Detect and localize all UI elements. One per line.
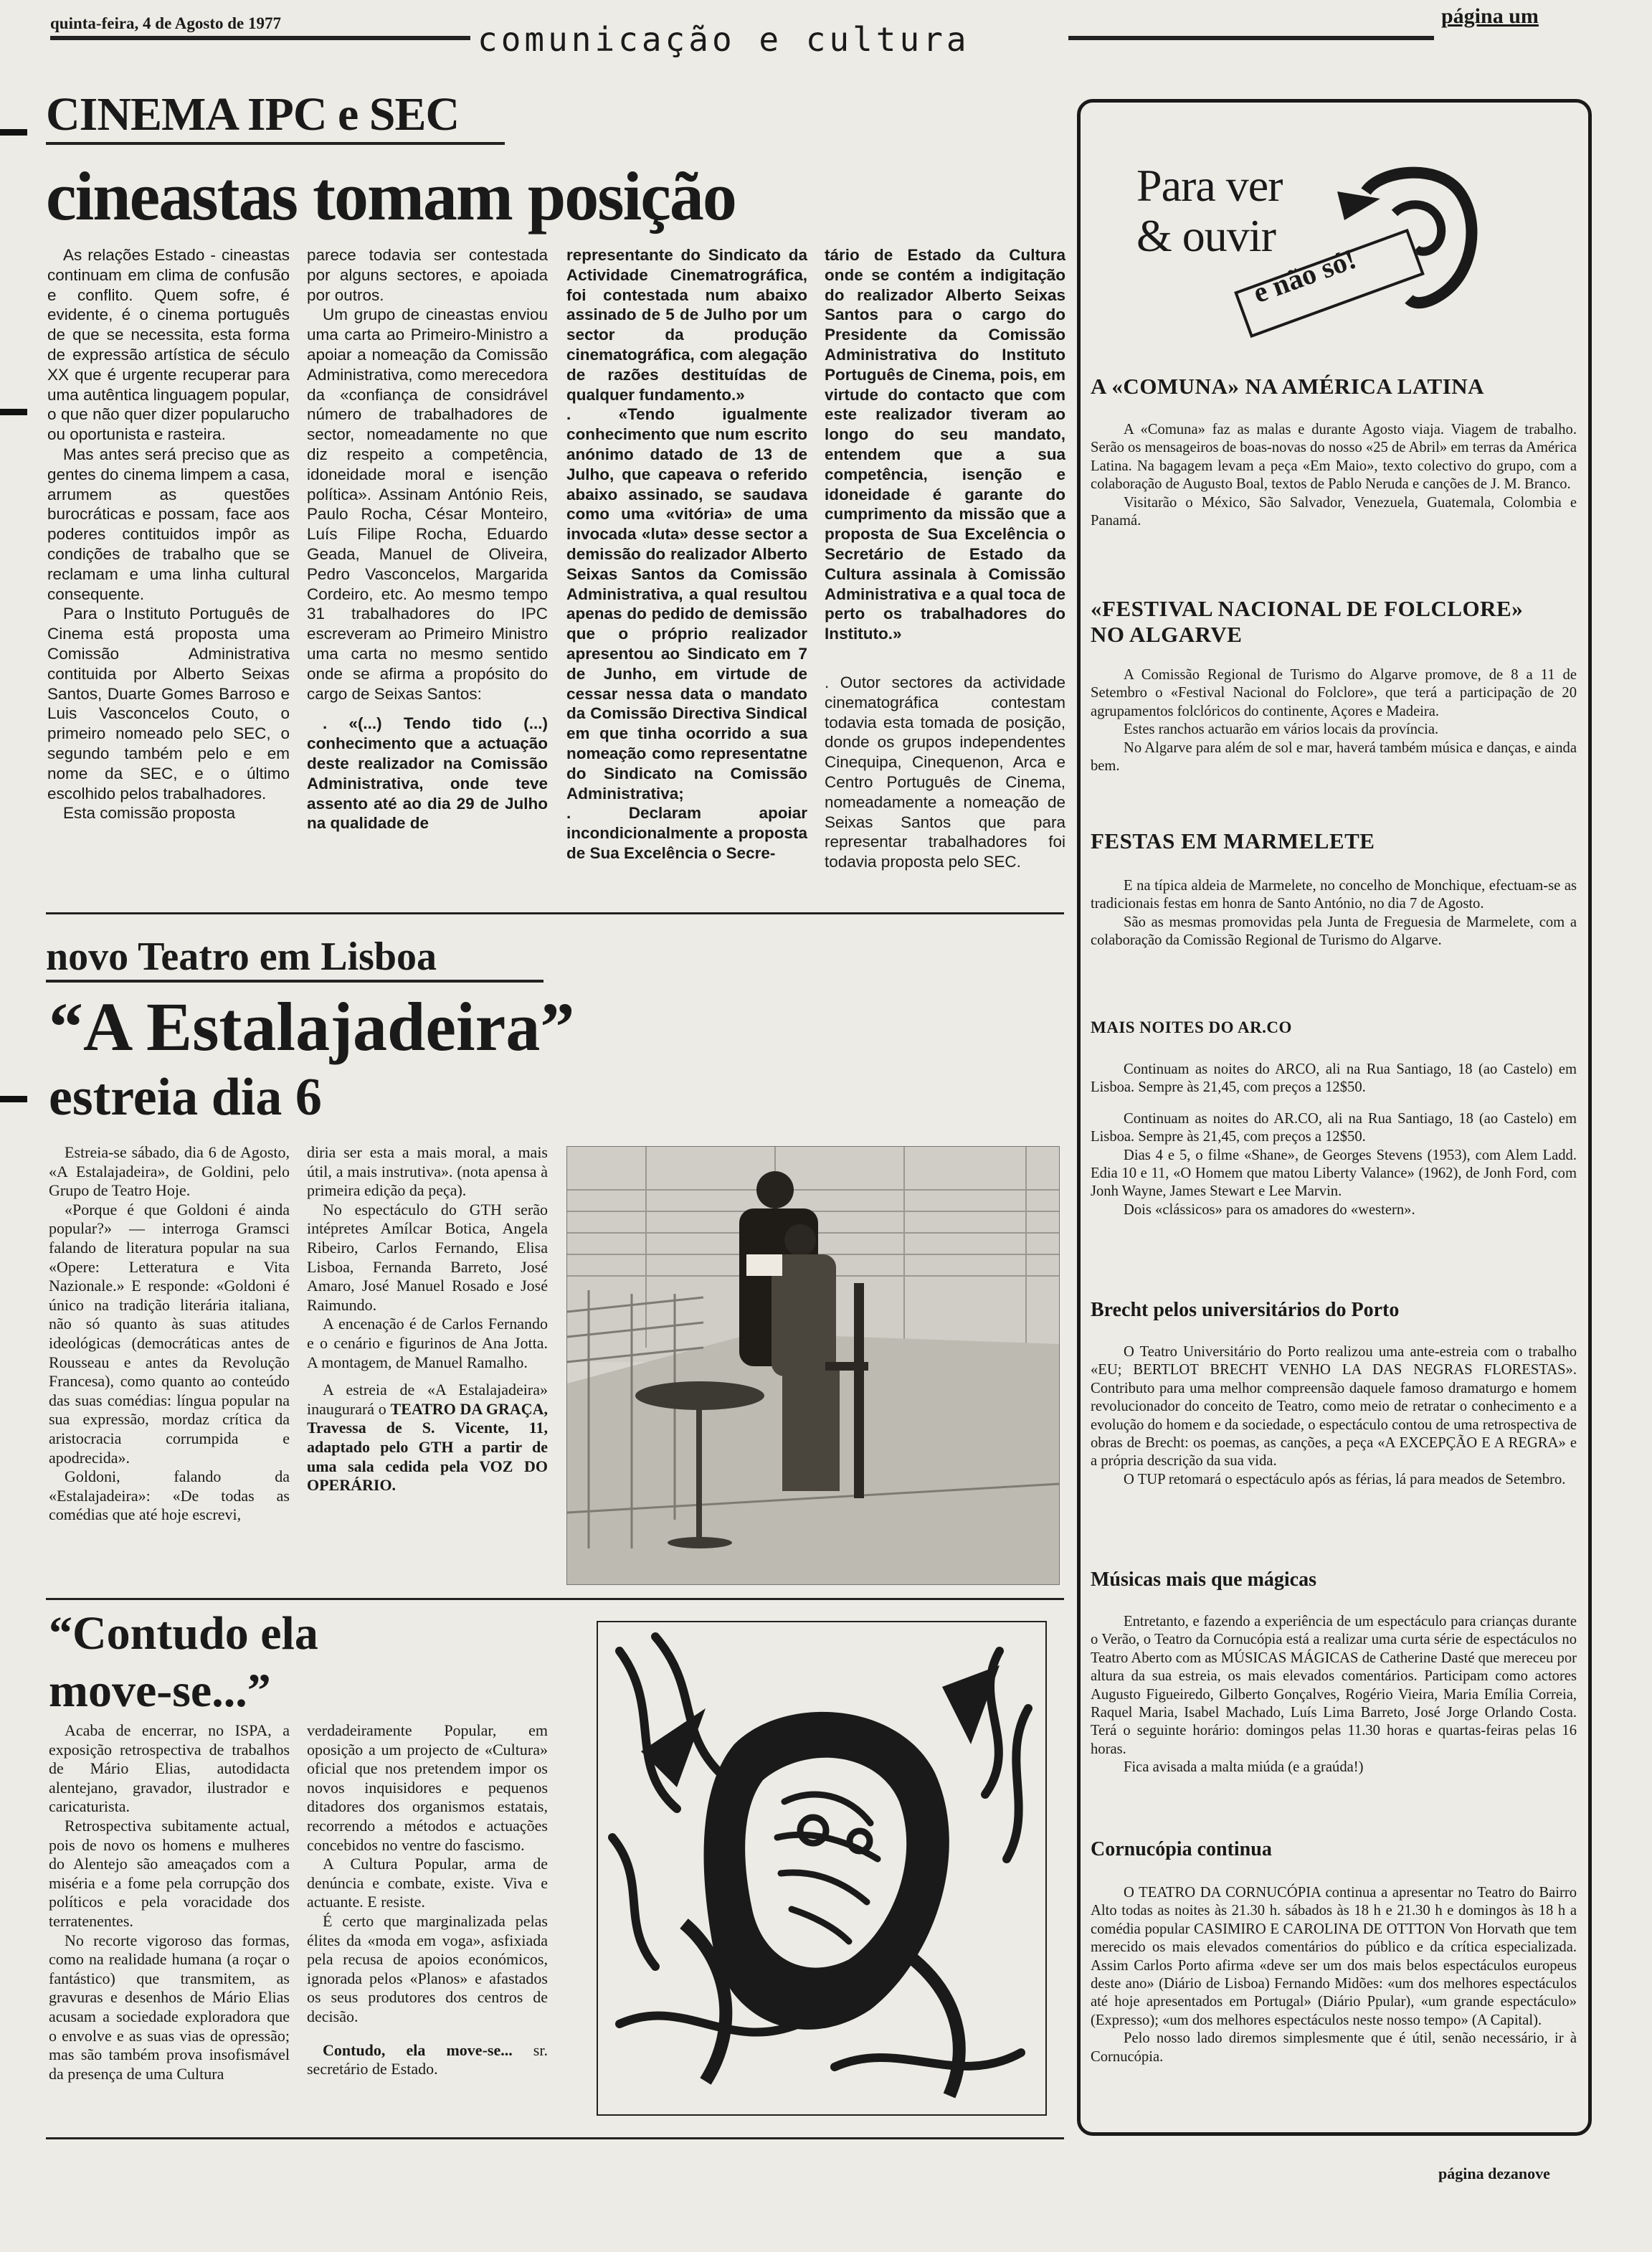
article3-signoff-bold: Contudo, ela move-se...	[323, 2040, 513, 2059]
bottom-rule	[46, 2137, 1064, 2139]
section-paragraph: A Comissão Regional de Turismo do Algarve promove, de 8 a 11 de Setembro o «Festival Nacional do Folclore», que terá a participação de 20 agrupamentos folclóricos do continente, Açores e Madeira.	[1091, 667, 1577, 719]
article1-kicker: CINEMA IPC e SEC	[46, 88, 460, 141]
article3-signoff-rest: sr. secretário de Estado.	[307, 2040, 548, 2078]
section-text	[1091, 421, 1577, 530]
section-paragraph: O TEATRO DA CORNUCÓPIA continua a apresentar no Teatro do Bairro Alto todas as noites às 21.30 h. sábados às 18 h e 21.30 h e domingos às 18 h a comédia popular CASIMIRO E CAROLINA DE OTTTON Von Horvath que tem merecido os mais elevados comentários do público e da crítica especializada. Assim Carlos Porto afirma «deve ser um dos mais belos espectáculos europeus deste ano» (Diário de Lisboa) Fernando Midões: «um dos melhores espectáculos até hoje apresentados em Portugal» (Diário Ppular), «um grande espectáculo» (Expresso); «um dos melhores espectáculos neste nosso tempo» (A Capital).	[1091, 1885, 1577, 2028]
article2-paragraph: No espectáculo do GTH serão intépretes Amílcar Botica, Angela Ribeiro, Carlos Fernando, Elisa Lisboa, Fernanda Barreto, José Amaro, José Manuel Rosado e José Raimundo.	[307, 1200, 548, 1314]
woodcut-illustration	[597, 1621, 1047, 2116]
article3-paragraph: verdadeiramente Popular, em oposição a um projecto de «Cultura» oficial que nos pretendem impor os novos inquisidores e pequenos ditadores dos organismos estatais, recorrendo a métodos e actuações concebidos no ventre do fascismo.	[307, 1721, 548, 1854]
section-text	[1091, 1061, 1577, 1219]
section-paragraph: Visitarão o México, São Salvador, Venezuela, Guatemala, Colombia e Panamá.	[1091, 494, 1577, 529]
margin-mark	[0, 409, 27, 415]
article1-paragraph: parece todavia ser contestada por alguns sectores, e apoiada por outros.	[307, 246, 548, 304]
article2-theatre-name: TEATRO DA GRAÇA, Travessa de S. Vicente, 11, adaptado pelo GTH a partir de uma sala cedida pela VOZ DO OPERÁRIO.	[307, 1399, 548, 1495]
article1-paragraph: Esta comissão proposta	[63, 804, 236, 823]
article2-paragraph: Goldoni, falando da «Estalajadeira»: «De todas as comédias que até hoje escrevi,	[49, 1467, 290, 1524]
article3-headline: “Contudo ela move-se...”	[49, 1607, 318, 1717]
cultural-agenda-box	[1077, 99, 1592, 2136]
article1-quote: tário de Estado da Cultura onde se contém a indigitação do realizador Alberto Seixas Santos para o cargo do Presidente da Comissão Administrativa do Instituto Português de Cinema, pois, em virtude do contacto que com este realizador tiveram ao longo do seu mandato, entendem que a sua competência, isenção e idoneidade é garante do cumprimento da missão que a proposta de Sua Excelência o Secretário de Estado da Cultura assinala à Comissão Administrativa e a qual toca de perto os trabalhadores do Instituto.»	[825, 246, 1065, 643]
article1-paragraph: . Outor sectores da actividade cinematográfica contestam todavia esta tomada de posição, donde os grupos independentes Cinequipa, Cinequenon, Arca e Centro Português de Cinema, nomeadamente a nomeação de Seixas Santos que para representar trabalhadores foi todavia proposta pelo SEC.	[825, 673, 1065, 871]
section-paragraph: Estes ranchos actuarão em vários locais da província.	[1124, 722, 1439, 738]
section-heading: FESTAS EM MARMELETE	[1091, 828, 1375, 853]
section-paragraph: Continuam as noites do ARCO, ali na Rua Santiago, 18 (ao Castelo) em Lisboa. Sempre às 21,45, com preços a 12$50.	[1091, 1061, 1577, 1096]
section-paragraph: No Algarve para além de sol e mar, haverá também música e danças, e ainda bem.	[1091, 739, 1577, 775]
section-text	[1091, 877, 1577, 950]
margin-mark	[0, 1096, 27, 1102]
section-heading: Músicas mais que mágicas	[1091, 1569, 1316, 1591]
section-heading: Cornucópia continua	[1091, 1838, 1272, 1860]
section-paragraph: A «Comuna» faz as malas e durante Agosto viaja. Viagem de trabalho. Serão os mensageiros de boas-novas do nosso «25 de Abril» em terras da América Latina. Na bagagem levam a peça «Em Maio», texto colectivo do grupo, com a colaboração de Augusto Boal, textos de Pablo Neruda e canções de J. M. Branco.	[1091, 422, 1577, 493]
issue-date: quinta-feira, 4 de Agosto de 1977	[50, 14, 281, 32]
section-text	[1091, 1343, 1577, 1489]
section-paragraph: E na típica aldeia de Marmelete, no concelho de Monchique, efectuam-se as tradicionais festas em honra de Santo António, no dia 7 de Agosto.	[1091, 878, 1577, 912]
section-paragraph: O TUP retomará o espectáculo após as férias, lá para meados de Setembro.	[1124, 1471, 1566, 1487]
section-text	[1091, 1613, 1577, 1777]
section-paragraph: Pelo nosso lado diremos simplesmente que é útil, senão necessário, ir à Cornucópia.	[1091, 2030, 1577, 2065]
section-text	[1091, 1884, 1577, 2066]
article2-paragraph: Estreia-se sábado, dia 6 de Agosto, «A Estalajadeira», de Goldini, pelo Grupo de Teatro Hoje.	[49, 1143, 290, 1200]
article-separator	[46, 1598, 1064, 1600]
box-title-line1: Para ver	[1136, 160, 1283, 211]
article1-paragraph: As relações Estado - cineastas continuam em clima de confusão e conflito. Quem sofre, é evidente, é o cinema português de que se necessita, esta forma de expressão artística de século XX que é urgente recuperar para uma autêntica linguagem popular, o que não quer dizer popularucho ou oportunista e rasteira.	[47, 246, 290, 444]
box-title-flag-text: e não só!	[1248, 242, 1361, 310]
article1-column-4	[825, 245, 1065, 872]
article3-paragraph: No recorte vigoroso das formas, como na realidade humana (a roçar o fantástico) que transmitem, as gravuras e desenhos de Mário Elias acusam a sociedade exploradora que o envolve e as suas vias de opressão; mas são também prova insofismável da presença de uma Cultura	[49, 1931, 290, 2083]
section-paragraph: Dias 4 e 5, o filme «Shane», de Georges Stevens (1953), com Alem Ladd. Edia 10 e 11, «O Homem que matou Liberty Valance» (1962), de Jonh Ford, com Jonh Wayne, James Stewart e Lee Marvin.	[1091, 1147, 1577, 1200]
masthead-rule-right	[1068, 36, 1434, 40]
section-paragraph: Fica avisada a malta miúda (e a graúda!)	[1124, 1759, 1364, 1776]
section-paragraph: Entretanto, e fazendo a experiência de um espectáculo para crianças durante o Verão, o Teatro da Cornucópia está a realizar uma curta série de espectáculos no Teatro Aberto com as MÚSICAS MÁGICAS de Catherine Dasté que mereceu por altura da sua estreia, os mais elevados comentários. Participam como actores Augusto Figueiredo, Gilberto Gonçalves, Rogério Vieira, Maria Emília Correia, Raquel Maria, Isabel Machado, Luís Lima Barreto, José Jorge Orlando Costa. Terá o seguinte horário: domingos pelas 11.30 horas e quartas-feiras pelas 16 horas.	[1091, 1614, 1577, 1757]
article2-kicker-rule	[46, 980, 543, 983]
article3-paragraph: Retrospectiva subitamente actual, pois de novo os homens e mulheres do Alentejo são ameaçados com a miséria e a fome pela corrupção dos políticos e pela voracidade dos terratenentes.	[49, 1816, 290, 1930]
page-number-bottom: página dezanove	[1438, 2165, 1550, 2182]
article1-column-1	[47, 245, 290, 823]
article3-paragraph: A Cultura Popular, arma de denúncia e combate, existe. Viva e actuante. E resiste.	[307, 1855, 548, 1911]
article1-quote: . «(...) Tendo tido (...) conhecimento que a actuação deste realizador na Comissão Administrativa, onde teve assento até ao dia 29 de Julho na qualidade de	[307, 714, 548, 833]
article2-column-1	[49, 1143, 290, 1525]
section-heading	[1091, 596, 1523, 648]
margin-mark	[0, 129, 27, 136]
article1-paragraph: Para o Instituto Português de Cinema está proposta uma Comissão Administrativa contituida por Alberto Seixas Santos, Duarte Gomes Barroso e Luis Vasconcelos Couto, o primeiro nomeado pelo SEC, o segundo também pelo e em nome da SEC, e o último escolhido pelos trabalhadores.	[47, 605, 290, 803]
section-heading: A «COMUNA» NA AMÉRICA LATINA	[1091, 374, 1485, 399]
article1-column-2	[307, 245, 548, 833]
section-paragraph: O Teatro Universitário do Porto realizou uma ante-estreia com o trabalho «EU; BERTLOT BRECHT VENHO LA DAS NEGRAS FLORESTAS». Contributo para uma melhor compreensão daquele famoso dramaturgo e homem revolucionador do conceito de Teatro, como meio de retratar o conhecimento e a evolução do homem e da sociedade, o espectáculo contou de uma retrospectiva de obras de Brecht: os poemas, as canções, a peça «A EXCEPÇÃO E A REGRA» e a própria descrição da sua vida.	[1091, 1344, 1577, 1470]
article3-column-1	[49, 1721, 290, 2083]
page-number-top: página um	[1441, 4, 1539, 28]
article2-column-2	[307, 1143, 548, 1495]
section-heading-line: «FESTIVAL NACIONAL DE FOLCLORE»	[1091, 596, 1524, 621]
article1-quote: . «Tendo igualmente conhecimento que num escrito anónimo datado de 13 de Julho, que capeava o referido abaixo assinado, se saudava como uma «vitória» de uma invocada «luta» desse sector a demissão do realizador Alberto Seixas Santos da Comissão Administrativa, a qual resultou apenas do pedido de demissão que o próprio realizador apresentou ao Sindicato em 7 de Junho, em virtude de cessar nessa data o mandato da Comissão Directiva Sindical em que tinha ocorrido a sua nomeação como representatne do Sindicato na Comissão Administrativa;	[566, 405, 807, 803]
box-title-line2: & ouvir	[1136, 210, 1276, 261]
article-separator	[46, 912, 1064, 914]
section-heading: Brecht pelos universitários do Porto	[1091, 1299, 1400, 1321]
section-heading-line: NO ALGARVE	[1091, 622, 1243, 647]
article1-headline: cineastas tomam posição	[46, 158, 736, 235]
section-title: comunicação e cultura	[478, 20, 970, 59]
article1-column-3	[566, 245, 807, 864]
section-text	[1091, 666, 1577, 775]
woodcut-illustration-art	[598, 1622, 1043, 2111]
section-heading: MAIS NOITES DO AR.CO	[1091, 1018, 1292, 1036]
article2-paragraph	[307, 1381, 548, 1495]
article3-paragraph: É certo que marginalizada pelas élites da «moda em voga», asfixiada pela recusa de apoios económicos, ignorada pelos «Planos» e afastados os seus produtores dos centros de decisão.	[307, 1911, 548, 2025]
article1-paragraph: Um grupo de cineastas enviou uma carta ao Primeiro-Ministro a apoiar a nomeação da Comissão Administrativa, como merecedora da «confiança de considrável número de trabalhadores de sector, nomeadamente no que diz respeito a competência, idoneidade moral e isenção política». Assinam António Reis, Paulo Rocha, César Monteiro, Luís Filipe Rocha, Eduardo Geada, Manuel de Oliveira, Pedro Vasconcelos, Margarida Cordeiro, etc. Ao mesmo tempo 31 trabalhadores do IPC escreveram ao Primeiro Ministro uma carta no mesmo sentido onde se afirma a propósito do cargo de Seixas Santos:	[307, 306, 548, 703]
theatre-photo	[566, 1146, 1060, 1585]
article2-premiere-text: A estreia de «A Estalajadeira» inaugurará o	[307, 1381, 548, 1418]
article2-kicker: novo Teatro em Lisboa	[46, 935, 437, 979]
theatre-photo-illustration	[567, 1147, 1059, 1584]
section-paragraph: Continuam as noites do AR.CO, ali na Rua Santiago, 18 (ao Castelo) em Lisboa. Sempre às 21,45, com preços a 12$50.	[1091, 1110, 1577, 1145]
masthead-rule-left	[50, 36, 470, 40]
article1-paragraph: Mas antes será preciso que as gentes do cinema limpem a casa, arrumem as questões burocráticas e possam, face aos poderes contituidos impôr as condições de trabalho que se reclamam e uma linha cultural consequente.	[47, 445, 290, 603]
article3-paragraph: Acaba de encerrar, no ISPA, a exposição retrospectiva de trabalhos de Mário Elias, autodidacta alentejano, gravador, ilustrador e caricaturista.	[49, 1721, 290, 1816]
article2-subheadline: estreia dia 6	[49, 1068, 322, 1127]
article2-paragraph: «Porque é que Goldoni é ainda popular?» — interroga Gramsci falando de literatura popular na sua «Opere: Letteratura e Vita Nazionale.» E responde: «Goldoni é único na tradição literária italiana, não só quanto às suas atitudes ideológicas (democráticas antes de Rousseau e antes da Revolução Francesa), como quanto ao conteúdo das suas comédias: língua popular na sua expressão, mordaz crítica da aristocracia corrumpida e apodrecida».	[49, 1200, 290, 1467]
section-paragraph: Dois «clássicos» para os amadores do «western».	[1124, 1201, 1415, 1218]
article2-headline: “A Estalajadeira”	[49, 988, 575, 1065]
article2-paragraph: A encenação é de Carlos Fernando e o cenário e figurinos de Ana Jotta. A montagem, de Manuel Ramalho.	[307, 1315, 548, 1371]
article3-signoff	[307, 2041, 548, 2079]
article1-quote: . Declaram apoiar incondicionalmente a proposta de Sua Excelência o Secre-	[566, 804, 807, 862]
article2-paragraph: diria ser esta a mais moral, a mais útil, a mais instrutiva». (nota apensa à primeira edição da peça).	[307, 1143, 548, 1200]
article1-kicker-rule	[46, 142, 505, 145]
section-paragraph: São as mesmas promovidas pela Junta de Freguesia de Marmelete, com a colaboração da Comissão Regional de Turismo do Algarve.	[1091, 914, 1577, 949]
article1-quote: representante do Sindicato da Actividade Cinematrográfica, foi contestada num abaixo assinado de 5 de Julho por um sector da produção cinematográfica, com alegação de razões destituídas de qualquer fundamento.»	[566, 246, 807, 404]
article3-column-2	[307, 1721, 548, 2079]
